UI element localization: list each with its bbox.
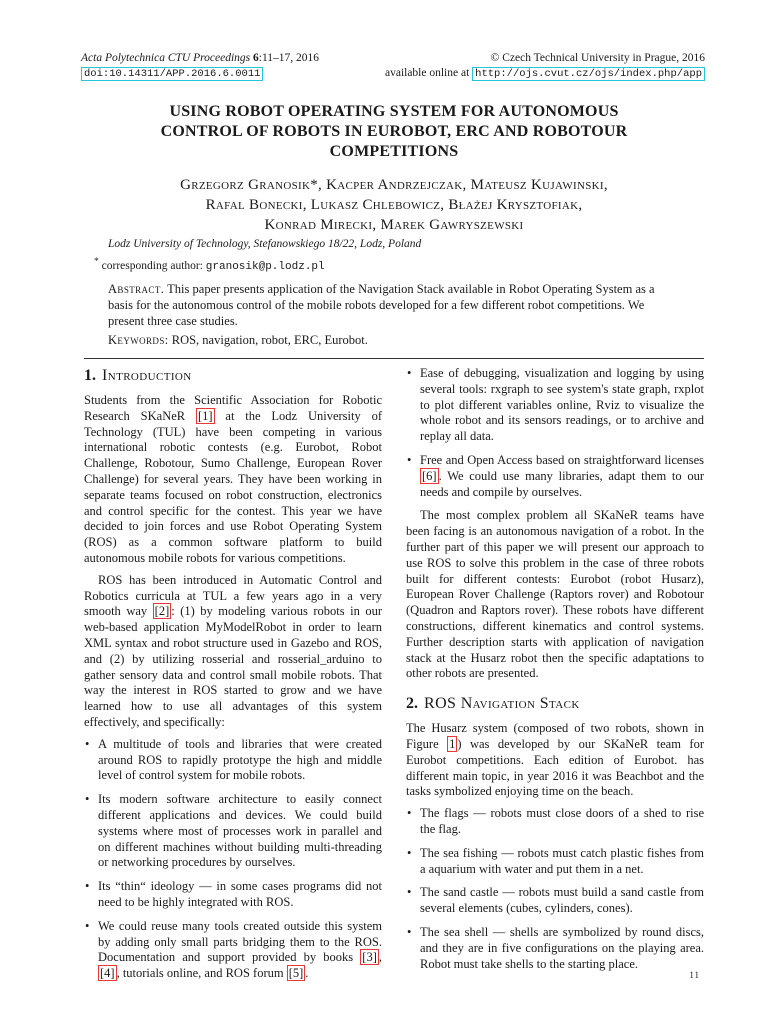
citation-link[interactable]: [5] xyxy=(288,966,304,981)
advantages-list-continued xyxy=(406,366,704,500)
title-line: COMPETITIONS xyxy=(329,143,459,160)
citation-link[interactable]: [2] xyxy=(154,604,170,619)
list-item: • Its modern software architecture to easily connect different applications and devices. We could build systems where most of processes work in parallel and on different machines without building multi-threading or networking procedures by ourselves. xyxy=(85,792,382,870)
paragraph: ROS has been introduced in Automatic Control and Robotics curricula at TUL a few years ago in a very smooth way [2] : (1) by modeling various robots in our web-based application MyModelRobot in order to learn XML syntax and robot structure used in Gazebo and ROS, and (2) by utilizing rosserial and rosserial_arduino to gather sensory data and control small mobile robots. That way the interest in ROS started to grow and we have learned how to use all advantages of this system effectively, and specifically: xyxy=(84,572,382,729)
page-number: 11 xyxy=(689,970,700,980)
copyright-header xyxy=(385,51,705,82)
bullet-icon: • xyxy=(407,366,412,380)
list-item: • The flags — robots must close doors of a shed to rise the flag. xyxy=(407,806,704,836)
header-divider xyxy=(84,358,704,359)
citation-link[interactable]: [3] xyxy=(362,950,377,965)
section-heading-navigation-stack xyxy=(406,694,704,714)
bullet-icon: • xyxy=(85,879,90,894)
advantages-list xyxy=(84,737,382,982)
bullet-icon: • xyxy=(85,792,90,807)
keywords-label: Keywords: xyxy=(108,333,169,347)
bullet-icon: • xyxy=(85,918,90,933)
section-number: 1. xyxy=(84,367,96,384)
journal-header xyxy=(81,51,319,82)
author-line: Konrad Mirecki, Marek Gawryszewski xyxy=(264,217,524,233)
corresponding-author xyxy=(94,256,325,273)
asterisk-marker: * xyxy=(94,256,99,267)
keywords xyxy=(108,332,678,348)
author-line: Rafal Bonecki, Lukasz Chlebowicz, Błażej Krysztofiak, xyxy=(205,197,583,213)
abstract xyxy=(108,281,678,329)
journal-volume: 6 xyxy=(253,52,259,64)
corresponding-email[interactable]: granosik@p.lodz.pl xyxy=(205,260,325,273)
keywords-text: ROS, navigation, robot, ERC, Eurobot. xyxy=(171,333,368,347)
paragraph: The Husarz system (composed of two robots, shown in Figure 1 ) was developed by our SKaNeR team for Eurobot competitions. Each edition of Eurobot. has different main topic, in year 2016 it was Beachbot and the tasks symbolized enjoying time on the beach. xyxy=(406,721,704,799)
list-item: • The sea shell — shells are symbolized by round discs, and they are in five configurations on the playing area. Robot must take shells to the starting place. xyxy=(407,924,704,971)
section-title: Introduction xyxy=(102,367,192,384)
paragraph: Students from the Scientific Association for Robotic Research SKaNeR [1] at the Lodz University of Technology (TUL) have been competing in various international robotic contests (e.g. Eurobot, Robot Challenge, Robotour, Sumo Challenge, European Rover Challenge) for several years. They have been working in separate teams focused on robot construction, electronics and control specific for the contest. This year we have decided to join forces and use Robot Operating System (ROS) as a common software platform to build autonomous mobile robots for various competitions. xyxy=(84,393,382,565)
bullet-icon: • xyxy=(407,452,412,467)
bullet-icon: • xyxy=(407,924,412,939)
abstract-label: Abstract. xyxy=(108,282,165,296)
list-item: • A multitude of tools and libraries that were created around ROS to rapidly prototype the high and middle level of control system for mobile robots. xyxy=(85,736,382,783)
bullet-icon: • xyxy=(407,806,412,821)
journal-name: Acta Polytechnica CTU Proceedings xyxy=(81,52,251,64)
section-number: 2. xyxy=(406,695,418,713)
title-line: USING ROBOT OPERATING SYSTEM FOR AUTONOMOUS xyxy=(169,103,619,120)
left-column xyxy=(84,366,382,990)
doi-link[interactable]: doi:10.14311/APP.2016.6.0011 xyxy=(81,67,263,81)
section-title: ROS Navigation Stack xyxy=(424,695,580,713)
journal-url-link[interactable]: http://ojs.cvut.cz/ojs/index.php/app xyxy=(472,67,705,81)
paragraph: The most complex problem all SKaNeR teams have been facing is an autonomous navigation of a robot. In the further part of this paper we will present our approach to use ROS to solve this problem in the case of three robots built for different contests: Eurobot (robot Husarz), European Rover Challenge (Raptors rover) and Robotour (Quadron and Raptors rover). These robots have different constructions, different kinematics and control systems. Further description starts with application of navigation stack at the Husarz robot then the specific adaptations to other robots are presented. xyxy=(406,508,704,681)
list-item: • The sand castle — robots must build a sand castle from several elements (cubes, cylinders, cones). xyxy=(407,885,704,916)
eurobot-tasks-list xyxy=(406,806,704,972)
copyright-text: © Czech Technical University in Prague, 2016 xyxy=(490,52,705,64)
author-list xyxy=(84,175,704,235)
journal-pages: :11–17, 2016 xyxy=(258,52,320,64)
citation-link[interactable]: [6] xyxy=(422,468,437,483)
bullet-icon: • xyxy=(407,845,412,860)
abstract-text: This paper presents application of the Navigation Stack available in Robot Operating System as a basis for the autonomous control of the mobile robots developed for a few different robot competitions. We present three case studies. xyxy=(108,282,655,328)
bullet-icon: • xyxy=(85,736,90,751)
title-line: CONTROL OF ROBOTS IN EUROBOT, ERC AND ROBOTOUR xyxy=(160,123,628,140)
section-heading-introduction xyxy=(84,366,382,386)
right-column xyxy=(406,366,704,980)
corresponding-label: corresponding author: xyxy=(101,259,203,272)
list-item: • Free and Open Access based on straightforward licenses [6] . We could use many libraries, adapt them to our needs and compile by ourselves. xyxy=(407,452,704,499)
citation-link[interactable]: [4] xyxy=(100,966,115,981)
paper-title xyxy=(84,102,704,162)
bullet-icon: • xyxy=(407,885,412,900)
list-item: • Its “thin“ ideology — in some cases programs did not need to be highly integrated with ROS. xyxy=(85,879,382,909)
affiliation: Lodz University of Technology, Stefanowskiego 18/22, Lodz, Poland xyxy=(108,238,422,250)
figure-link[interactable]: 1 xyxy=(449,736,456,751)
author-line: Grzegorz Granosik*, Kacper Andrzejczak, Mateusz Kujawinski, xyxy=(180,177,608,193)
list-item: • We could reuse many tools created outside this system by adding only small parts bridging them to the ROS. Documentation and support provided by books [3] , [4] , tutorials online, and ROS forum [5] . xyxy=(85,918,382,981)
citation-link[interactable]: [1] xyxy=(197,408,213,423)
available-label: available online at xyxy=(384,67,470,79)
list-item: • The sea fishing — robots must catch plastic fishes from a aquarium with water and put them in a net. xyxy=(407,845,704,876)
list-item: • Ease of debugging, visualization and logging by using several tools: rxgraph to see system's state graph, rxplot to plot different variables online, Rviz to visualize the whole robot and its sensors readings, or to archive and replay all data. xyxy=(407,366,704,444)
